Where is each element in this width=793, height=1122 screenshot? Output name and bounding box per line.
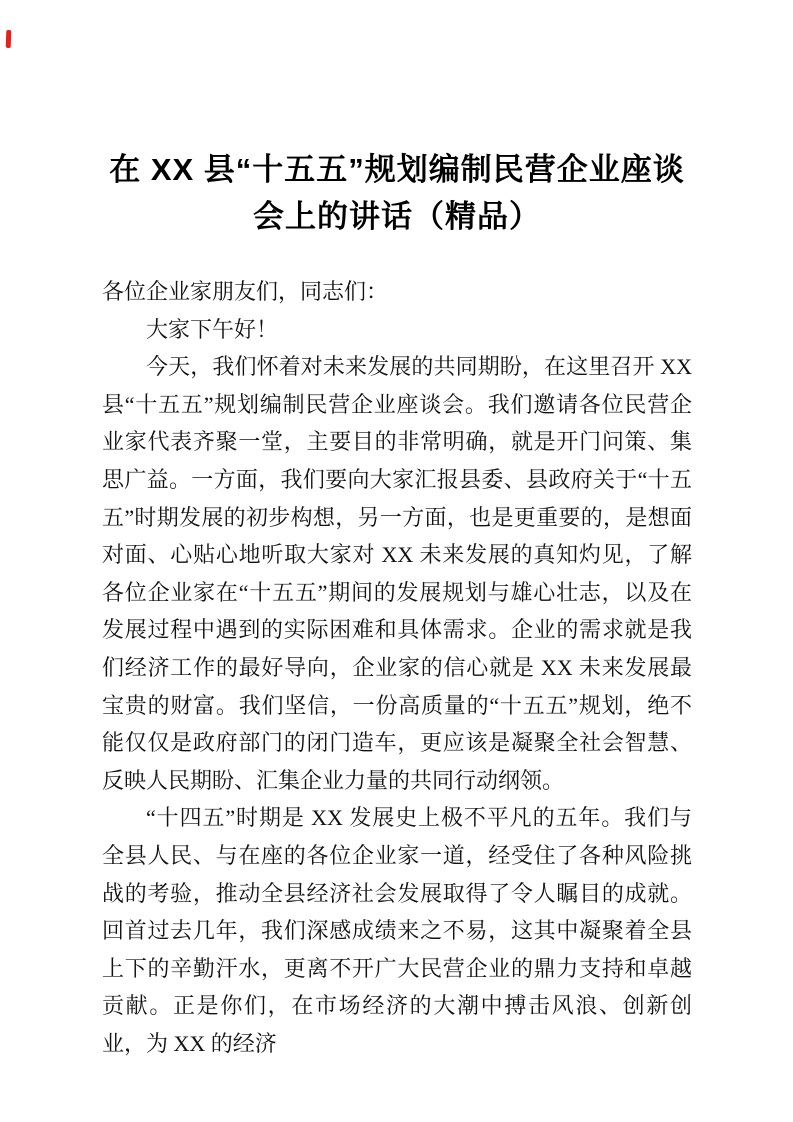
paragraph-salutation: 各位企业家朋友们，同志们： <box>102 279 389 304</box>
document-content <box>102 146 692 1062</box>
paragraph-greeting: 大家下午好！ <box>146 316 279 342</box>
paragraph-body-1: 今天，我们怀着对未来发展的共同期盼，在这里召开 XX 县“十五五”规划编制民营企业座谈会。我们邀请各位民营企业家代表齐聚一堂，主要目的非常明确，就是开门问策、集思广益。一方面，我们要向大家汇报县委、县政府关于“十五五”时期发展的初步构想，另一方面，也是更重要的，是想面对面、心贴心地听取大家对 XX 未来发展的真知灼见，了解各位企业家在“十五五”期间的发展规划与雄心壮志，以及在发展过程中遇到的实际困难和具体需求。企业的需求就是我们经济工作的最好导向，企业家的信心就是 XX 未来发展最宝贵的财富。我们坚信，一份高质量的“十五五”规划，绝不能仅仅是政府部门的闭门造车，更应该是凝聚全社会智慧、反映人民期盼、汇集企业力量的共同行动纲领。 <box>102 354 692 793</box>
red-mark <box>6 30 12 48</box>
paragraph-body-2: “十四五”时期是 XX 发展史上极不平凡的五年。我们与全县人民、与在座的各位企业家一道，经受住了各种风险挑战的考验，推动全县经济社会发展取得了令人瞩目的成就。回首过去几年，我们深感成绩来之不易，这其中凝聚着全县上下的辛勤汗水，更离不开广大民营企业的鼎力支持和卓越贡献。正是你们，在市场经济的大潮中搏击风浪、创新创业，为 XX 的经济 <box>102 805 692 1056</box>
document-title: 在 XX 县“十五五”规划编制民营企业座谈会上的讲话（精品） <box>109 152 685 234</box>
